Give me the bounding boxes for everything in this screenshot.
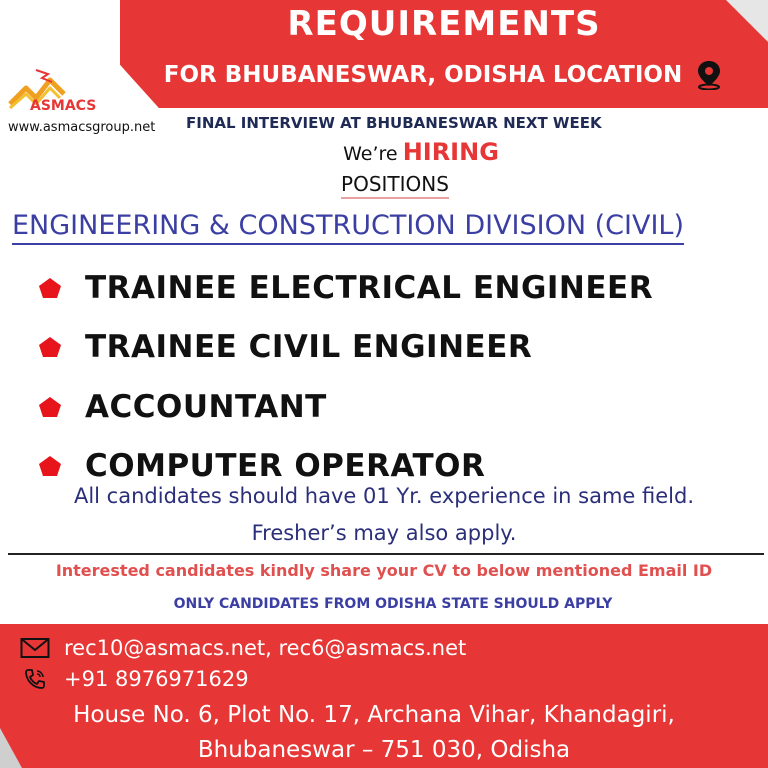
position-title: ACCOUNTANT — [85, 388, 327, 425]
email-row — [20, 636, 466, 660]
logo-wordmark: ASMACS — [30, 98, 97, 114]
email-addresses[interactable]: rec10@asmacs.net, rec6@asmacs.net — [64, 636, 467, 660]
fresher-note: Fresher’s may also apply. — [251, 521, 517, 545]
divider — [8, 553, 764, 555]
list-item — [0, 318, 768, 378]
position-title: COMPUTER OPERATOR — [85, 448, 486, 485]
phone-icon — [20, 667, 50, 691]
website-link[interactable]: www.asmacsgroup.net — [8, 120, 156, 135]
list-item — [0, 377, 768, 437]
position-list — [0, 258, 768, 496]
location-pin-icon — [696, 60, 722, 90]
positions-heading — [0, 172, 768, 196]
hiring-text: HIRING — [402, 138, 499, 166]
page-title: REQUIREMENTS — [287, 4, 601, 44]
cv-instruction: Interested candidates kindly share your CV to below mentioned Email ID — [55, 561, 713, 580]
location-row — [128, 60, 758, 90]
address-line-1: House No. 6, Plot No. 17, Archana Vihar, Khandagiri, — [73, 702, 675, 728]
position-title: TRAINEE ELECTRICAL ENGINEER — [85, 269, 654, 306]
phone-row — [20, 667, 249, 691]
division-title: ENGINEERING & CONSTRUCTION DIVISION (CIVIL) — [12, 210, 684, 245]
envelope-icon — [20, 636, 50, 660]
interview-note: FINAL INTERVIEW AT BHUBANESWAR NEXT WEEK — [186, 114, 602, 132]
hiring-heading — [0, 138, 768, 166]
phone-number[interactable]: +91 8976971629 — [64, 667, 249, 691]
list-item — [0, 258, 768, 318]
position-title: TRAINEE CIVIL ENGINEER — [85, 329, 533, 366]
positions-label: POSITIONS — [341, 172, 449, 199]
were-text: We’re — [343, 143, 398, 165]
address-line-2: Bhubaneswar – 751 030, Odisha — [197, 737, 571, 763]
state-restriction-note: ONLY CANDIDATES FROM ODISHA STATE SHOULD APPLY — [173, 596, 613, 612]
pentagon-bullet-icon — [38, 455, 62, 477]
pentagon-bullet-icon — [38, 277, 62, 299]
location-subtitle: FOR BHUBANESWAR, ODISHA LOCATION — [163, 62, 683, 88]
pentagon-bullet-icon — [38, 336, 62, 358]
experience-note: All candidates should have 01 Yr. experience in same field. — [73, 484, 695, 508]
pentagon-bullet-icon — [38, 396, 62, 418]
